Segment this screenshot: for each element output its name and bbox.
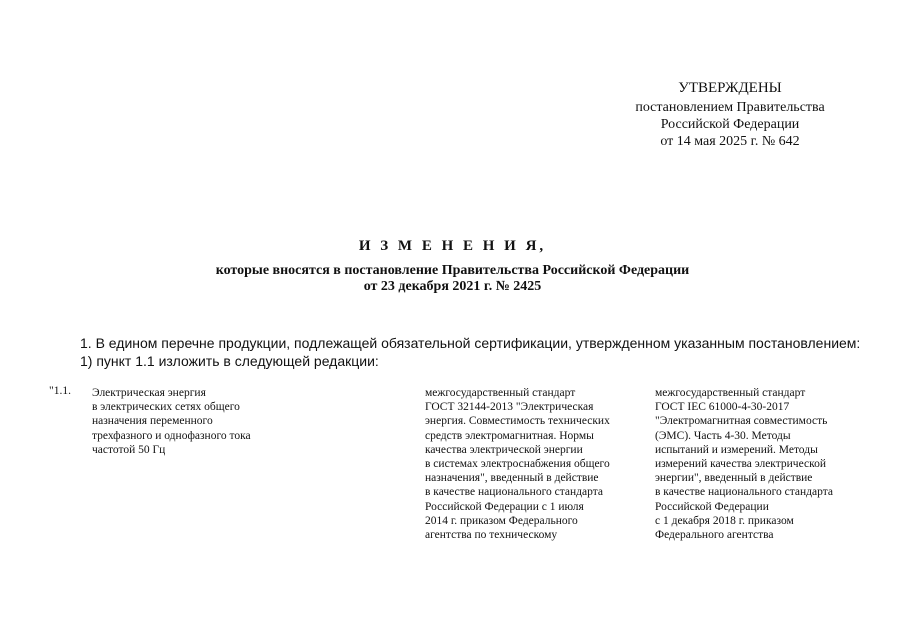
document-title: И З М Е Н Е Н И Я, <box>358 238 547 254</box>
standard-2-cell <box>655 386 875 542</box>
product-name-line: назначения переменного <box>92 415 213 428</box>
standard-1-line: ГОСТ 32144-2013 "Электрическая <box>425 401 594 414</box>
standard-1-line: в качестве национального стандарта <box>425 486 603 499</box>
row-number: "1.1. <box>49 385 71 397</box>
standard-1-line: агентства по техническому <box>425 529 558 542</box>
subtitle-line-1: которые вносятся в постановление Правительства Российской Федерации <box>215 263 690 278</box>
paragraph-1: 1. В едином перечне продукции, подлежащей обязательной сертификации, утвержденном указанным постановлением: <box>80 335 861 351</box>
standard-1-line: межгосударственный стандарт <box>425 387 576 399</box>
paragraph-2: 1) пункт 1.1 изложить в следующей редакции: <box>80 353 379 369</box>
approval-line-1: постановлением Правительства <box>635 100 825 115</box>
standard-1-line: энергия. Совместимость технических <box>425 415 610 428</box>
standard-2-line: в качестве национального стандарта <box>655 486 833 499</box>
approval-line-3: от 14 мая 2025 г. № 642 <box>660 134 800 149</box>
standard-1-line: 2014 г. приказом Федерального <box>425 514 578 527</box>
standard-1-cell <box>425 386 645 542</box>
product-name-line: в электрических сетях общего <box>92 401 240 414</box>
standard-2-line: (ЭМС). Часть 4-30. Методы <box>655 429 791 442</box>
product-name-line: Электрическая энергия <box>92 387 206 399</box>
standard-2-line: ГОСТ IEC 61000-4-30-2017 <box>655 401 790 414</box>
product-name-cell <box>92 386 332 457</box>
standard-1-line: средств электромагнитная. Нормы <box>425 429 594 442</box>
standard-1-line: качества электрической энергии <box>425 443 583 456</box>
standard-2-line: измерений качества электрической <box>655 458 826 471</box>
approval-block <box>600 80 860 150</box>
standard-2-line: "Электромагнитная совместимость <box>655 415 828 428</box>
standard-1-line: Российской Федерации с 1 июля <box>425 500 584 513</box>
standard-2-line: Российской Федерации <box>655 500 769 513</box>
subtitle-line-2: от 23 декабря 2021 г. № 2425 <box>363 279 542 294</box>
standard-2-line: межгосударственный стандарт <box>655 387 806 399</box>
standard-2-line: испытаний и измерений. Методы <box>655 443 818 456</box>
standard-1-line: в системах электроснабжения общего <box>425 458 610 471</box>
standard-2-line: Федерального агентства <box>655 529 774 542</box>
approval-line-2: Российской Федерации <box>660 117 800 132</box>
product-name-line: трехфазного и однофазного тока <box>92 429 251 442</box>
document-subtitle <box>150 263 755 295</box>
standard-1-line: назначения", введенный в действие <box>425 472 599 485</box>
product-name-line: частотой 50 Гц <box>92 443 166 456</box>
approval-heading: УТВЕРЖДЕНЫ <box>678 80 782 96</box>
standard-2-line: энергии", введенный в действие <box>655 472 813 485</box>
standard-2-line: с 1 декабря 2018 г. приказом <box>655 514 794 527</box>
